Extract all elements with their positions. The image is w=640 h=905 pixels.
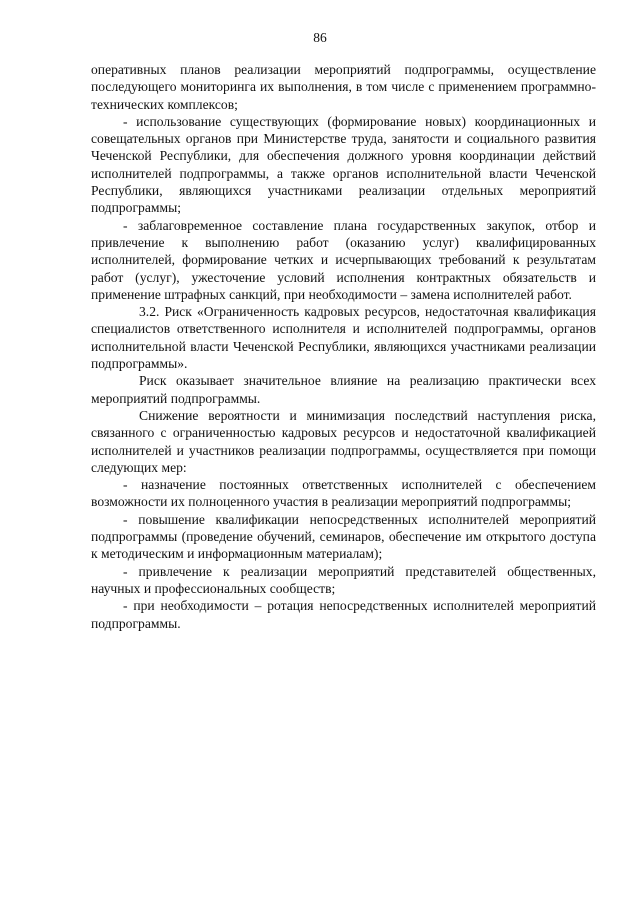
list-item: - привлечение к реализации мероприятий представителей общественных, научных и профессиональных сообществ; (91, 563, 596, 596)
list-item: - назначение постоянных ответственных исполнителей с обеспечением возможности их полноценного участия в реализации мероприятий подпрограммы; (91, 477, 596, 510)
page-number: 86 (313, 30, 327, 45)
document-body (91, 61, 596, 632)
list-item: - использование существующих (формирование новых) координационных и совещательных органов при Министерстве труда, занятости и социального развития Чеченской Республики, для обеспечения должного уровня координации действий исполнителей подпрограммы, а также органов исполнительной власти Чеченской Республики, являющихся участниками реализации отдельных мероприятий подпрограммы; (91, 113, 596, 216)
section-paragraph: 3.2. Риск «Ограниченность кадровых ресурсов, недостаточная квалификация специалистов ответственного исполнителя и исполнителей подпрограммы, органов исполнительной власти Чеченской Республики, являющихся участниками реализации подпрограммы». (91, 304, 596, 372)
list-item: - при необходимости – ротация непосредственных исполнителей мероприятий подпрограммы. (91, 598, 596, 631)
list-item: - заблаговременное составление плана государственных закупок, отбор и привлечение к выполнению работ (оказанию услуг) квалифицированных исполнителей, формирование четких и исчерпывающих требований к результатам работ (услуг), ужесточение условий исполнения контрактных обязательств и применение штрафных санкций, при необходимости – замена исполнителей работ. (91, 217, 596, 302)
paragraph: Риск оказывает значительное влияние на реализацию практически всех мероприятий подпрограммы. (91, 373, 596, 406)
paragraph: Снижение вероятности и минимизация последствий наступления риска, связанного с ограниченностью кадровых ресурсов и недостаточной квалификацией исполнителей и участников реализации подпрограммы, осуществляется при помощи следующих мер: (91, 407, 596, 475)
list-item: - повышение квалификации непосредственных исполнителей мероприятий подпрограммы (проведение обучений, семинаров, обеспечение им открытого доступа к методическим и информационным материалам); (91, 511, 596, 562)
paragraph-continuation: оперативных планов реализации мероприятий подпрограммы, осуществление последующего мониторинга их выполнения, в том числе с применением программно-технических комплексов; (91, 62, 596, 112)
